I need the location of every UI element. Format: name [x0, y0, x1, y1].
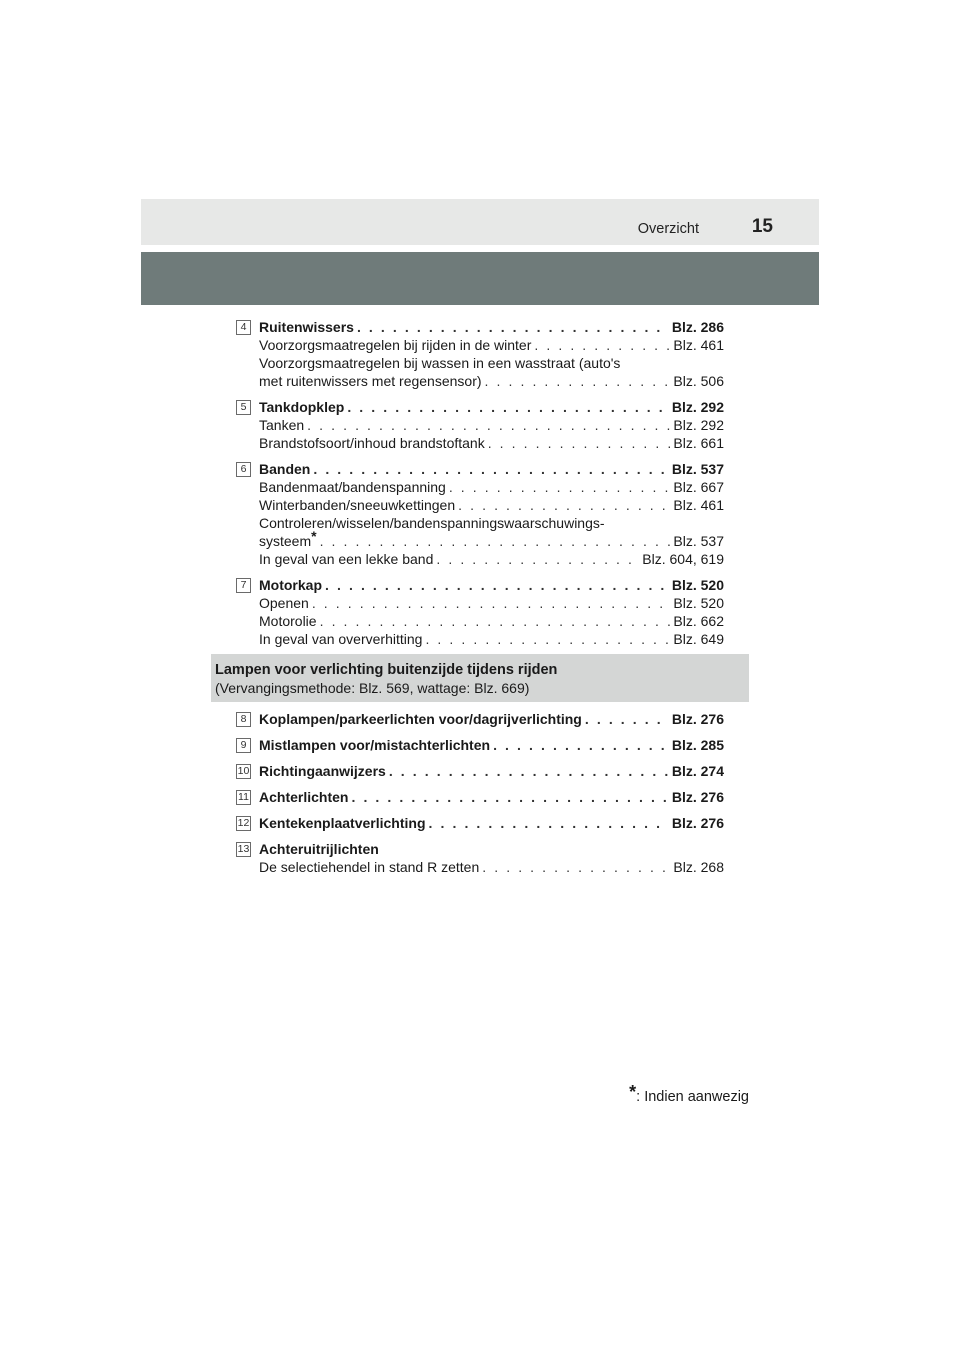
exterior-items-list: [236, 318, 724, 656]
section-number-badge: 12: [237, 817, 250, 829]
page-reference: Blz. 274: [671, 763, 724, 779]
leader-dots: [320, 532, 671, 550]
sub-entry: [259, 594, 724, 612]
section-4: [236, 318, 724, 390]
lamp-section-title: Lampen voor verlichting buitenzijde tijdens rijden: [215, 662, 558, 678]
page-reference: Blz. 292: [673, 417, 724, 433]
header-title: Overzicht: [637, 221, 699, 237]
entry-label: Banden: [259, 461, 311, 477]
leader-dots: [320, 612, 671, 630]
lamp-section-header: [211, 654, 749, 702]
leader-dots: [585, 710, 669, 728]
leader-dots: [357, 318, 669, 336]
entry-label: Openen: [259, 595, 309, 611]
section-number-badge: 9: [236, 738, 251, 753]
leader-dots: [347, 398, 669, 416]
footnote-text: : Indien aanwezig: [636, 1089, 749, 1105]
page-reference: Blz. 461: [673, 497, 724, 513]
leader-dots: [436, 550, 639, 568]
sub-entry: [259, 336, 724, 354]
page-reference: Blz. 276: [671, 815, 724, 831]
leader-dots: [307, 416, 670, 434]
sub-entry: [259, 496, 724, 514]
main-entry: [259, 814, 724, 832]
entry-label: Winterbanden/sneeuwkettingen: [259, 497, 456, 513]
leader-dots: [429, 814, 669, 832]
entry-label: systeem: [259, 533, 312, 549]
section-7: [236, 576, 724, 648]
entry-label: De selectiehendel in stand R zetten: [259, 859, 480, 875]
header-banner: [141, 252, 819, 305]
footnote-star: *: [629, 1082, 637, 1102]
leader-dots: [488, 434, 671, 452]
lamp-items-list: [236, 710, 724, 884]
entry-label: Tanken: [259, 417, 305, 433]
page-header: [141, 199, 819, 245]
section-6: [236, 460, 724, 568]
entry-label: Motorkap: [259, 577, 322, 593]
leader-dots: [485, 372, 671, 390]
lamp-section-subtitle: (Vervangingsmethode: Blz. 569, wattage: Blz. 669): [215, 680, 530, 696]
entry-label: Motorolie: [259, 613, 317, 629]
main-entry: [259, 318, 724, 336]
sub-entry: [259, 858, 724, 876]
main-entry: [259, 788, 724, 806]
page-reference: Blz. 285: [671, 737, 724, 753]
section-number-badge: 10: [237, 765, 250, 777]
sub-entry: [259, 372, 724, 390]
page-reference: Blz. 649: [673, 631, 724, 647]
entry-label: Kentekenplaatverlichting: [259, 815, 426, 831]
section-5: [236, 398, 724, 452]
entry-label: Achterlichten: [259, 789, 349, 805]
entry-text: Controleren/wisselen/bandenspanningswaarschuwings-: [259, 515, 605, 531]
sub-entry: [259, 434, 724, 452]
sub-entry: [259, 416, 724, 434]
main-entry: [259, 460, 724, 478]
page-reference: Blz. 520: [673, 595, 724, 611]
sub-entry: [259, 550, 724, 568]
main-entry: [259, 398, 724, 416]
section-number-badge: 5: [236, 400, 251, 415]
entry-label: Tankdopklep: [259, 399, 345, 415]
page-reference: Blz. 662: [673, 613, 724, 629]
page-reference: Blz. 667: [673, 479, 724, 495]
page-reference: Blz. 276: [671, 789, 724, 805]
entry-label: Koplampen/parkeerlichten voor/dagrijverlichting: [259, 711, 582, 727]
page-reference: Blz. 276: [671, 711, 724, 727]
page-reference: Blz. 506: [673, 373, 724, 389]
entry-label: Voorzorgsmaatregelen bij rijden in de winter: [259, 337, 532, 353]
section-number-badge: 6: [236, 462, 251, 477]
leader-dots: [312, 594, 671, 612]
section-number-badge: 11: [236, 790, 251, 805]
leader-dots: [389, 762, 669, 780]
main-entry: [259, 762, 724, 780]
page-reference: Blz. 268: [673, 859, 724, 875]
section-number-badge: 13: [237, 843, 250, 855]
section-8: [236, 710, 724, 728]
main-entry: [259, 736, 724, 754]
entry-label: Mistlampen voor/mistachterlichten: [259, 737, 491, 753]
entry-text: Achteruitrijlichten: [259, 841, 379, 857]
page-reference: Blz. 537: [673, 533, 724, 549]
entry-label: met ruitenwissers met regensensor): [259, 373, 482, 389]
leader-dots: [325, 576, 669, 594]
leader-dots: [313, 460, 669, 478]
leader-dots: [482, 858, 670, 876]
entry-label: Ruitenwissers: [259, 319, 354, 335]
section-12: [236, 814, 724, 832]
section-number-badge: 4: [236, 320, 251, 335]
sub-entry: [259, 528, 724, 550]
footnote: [629, 1082, 749, 1105]
entry-label: Brandstofsoort/inhoud brandstoftank: [259, 435, 485, 451]
main-entry: [259, 710, 724, 728]
page-reference: Blz. 292: [671, 399, 724, 415]
main-entry: [259, 576, 724, 594]
leader-dots: [458, 496, 670, 514]
section-11: [236, 788, 724, 806]
section-number-badge: 7: [236, 578, 251, 593]
section-10: [236, 762, 724, 780]
sub-entry: [259, 478, 724, 496]
leader-dots: [351, 788, 668, 806]
sub-entry: [259, 630, 724, 648]
page-reference: Blz. 604, 619: [642, 551, 724, 567]
entry-label: Bandenmaat/bandenspanning: [259, 479, 446, 495]
entry-label: In geval van oververhitting: [259, 631, 423, 647]
section-9: [236, 736, 724, 754]
section-13: [236, 840, 724, 876]
section-number-badge: 8: [236, 712, 251, 727]
leader-dots: [534, 336, 670, 354]
leader-dots: [493, 736, 669, 754]
page-number: 15: [751, 216, 773, 237]
page-reference: Blz. 537: [671, 461, 724, 477]
leader-dots: [449, 478, 671, 496]
sub-entry: [259, 612, 724, 630]
page-reference: Blz. 520: [671, 577, 724, 593]
entry-text: Voorzorgsmaatregelen bij wassen in een wasstraat (auto's: [259, 355, 621, 371]
page-reference: Blz. 461: [673, 337, 724, 353]
page-reference: Blz. 286: [671, 319, 724, 335]
leader-dots: [425, 630, 670, 648]
entry-label: Richtingaanwijzers: [259, 763, 386, 779]
entry-label: In geval van een lekke band: [259, 551, 434, 567]
page-reference: Blz. 661: [673, 435, 724, 451]
optional-star-marker: *: [311, 528, 317, 544]
